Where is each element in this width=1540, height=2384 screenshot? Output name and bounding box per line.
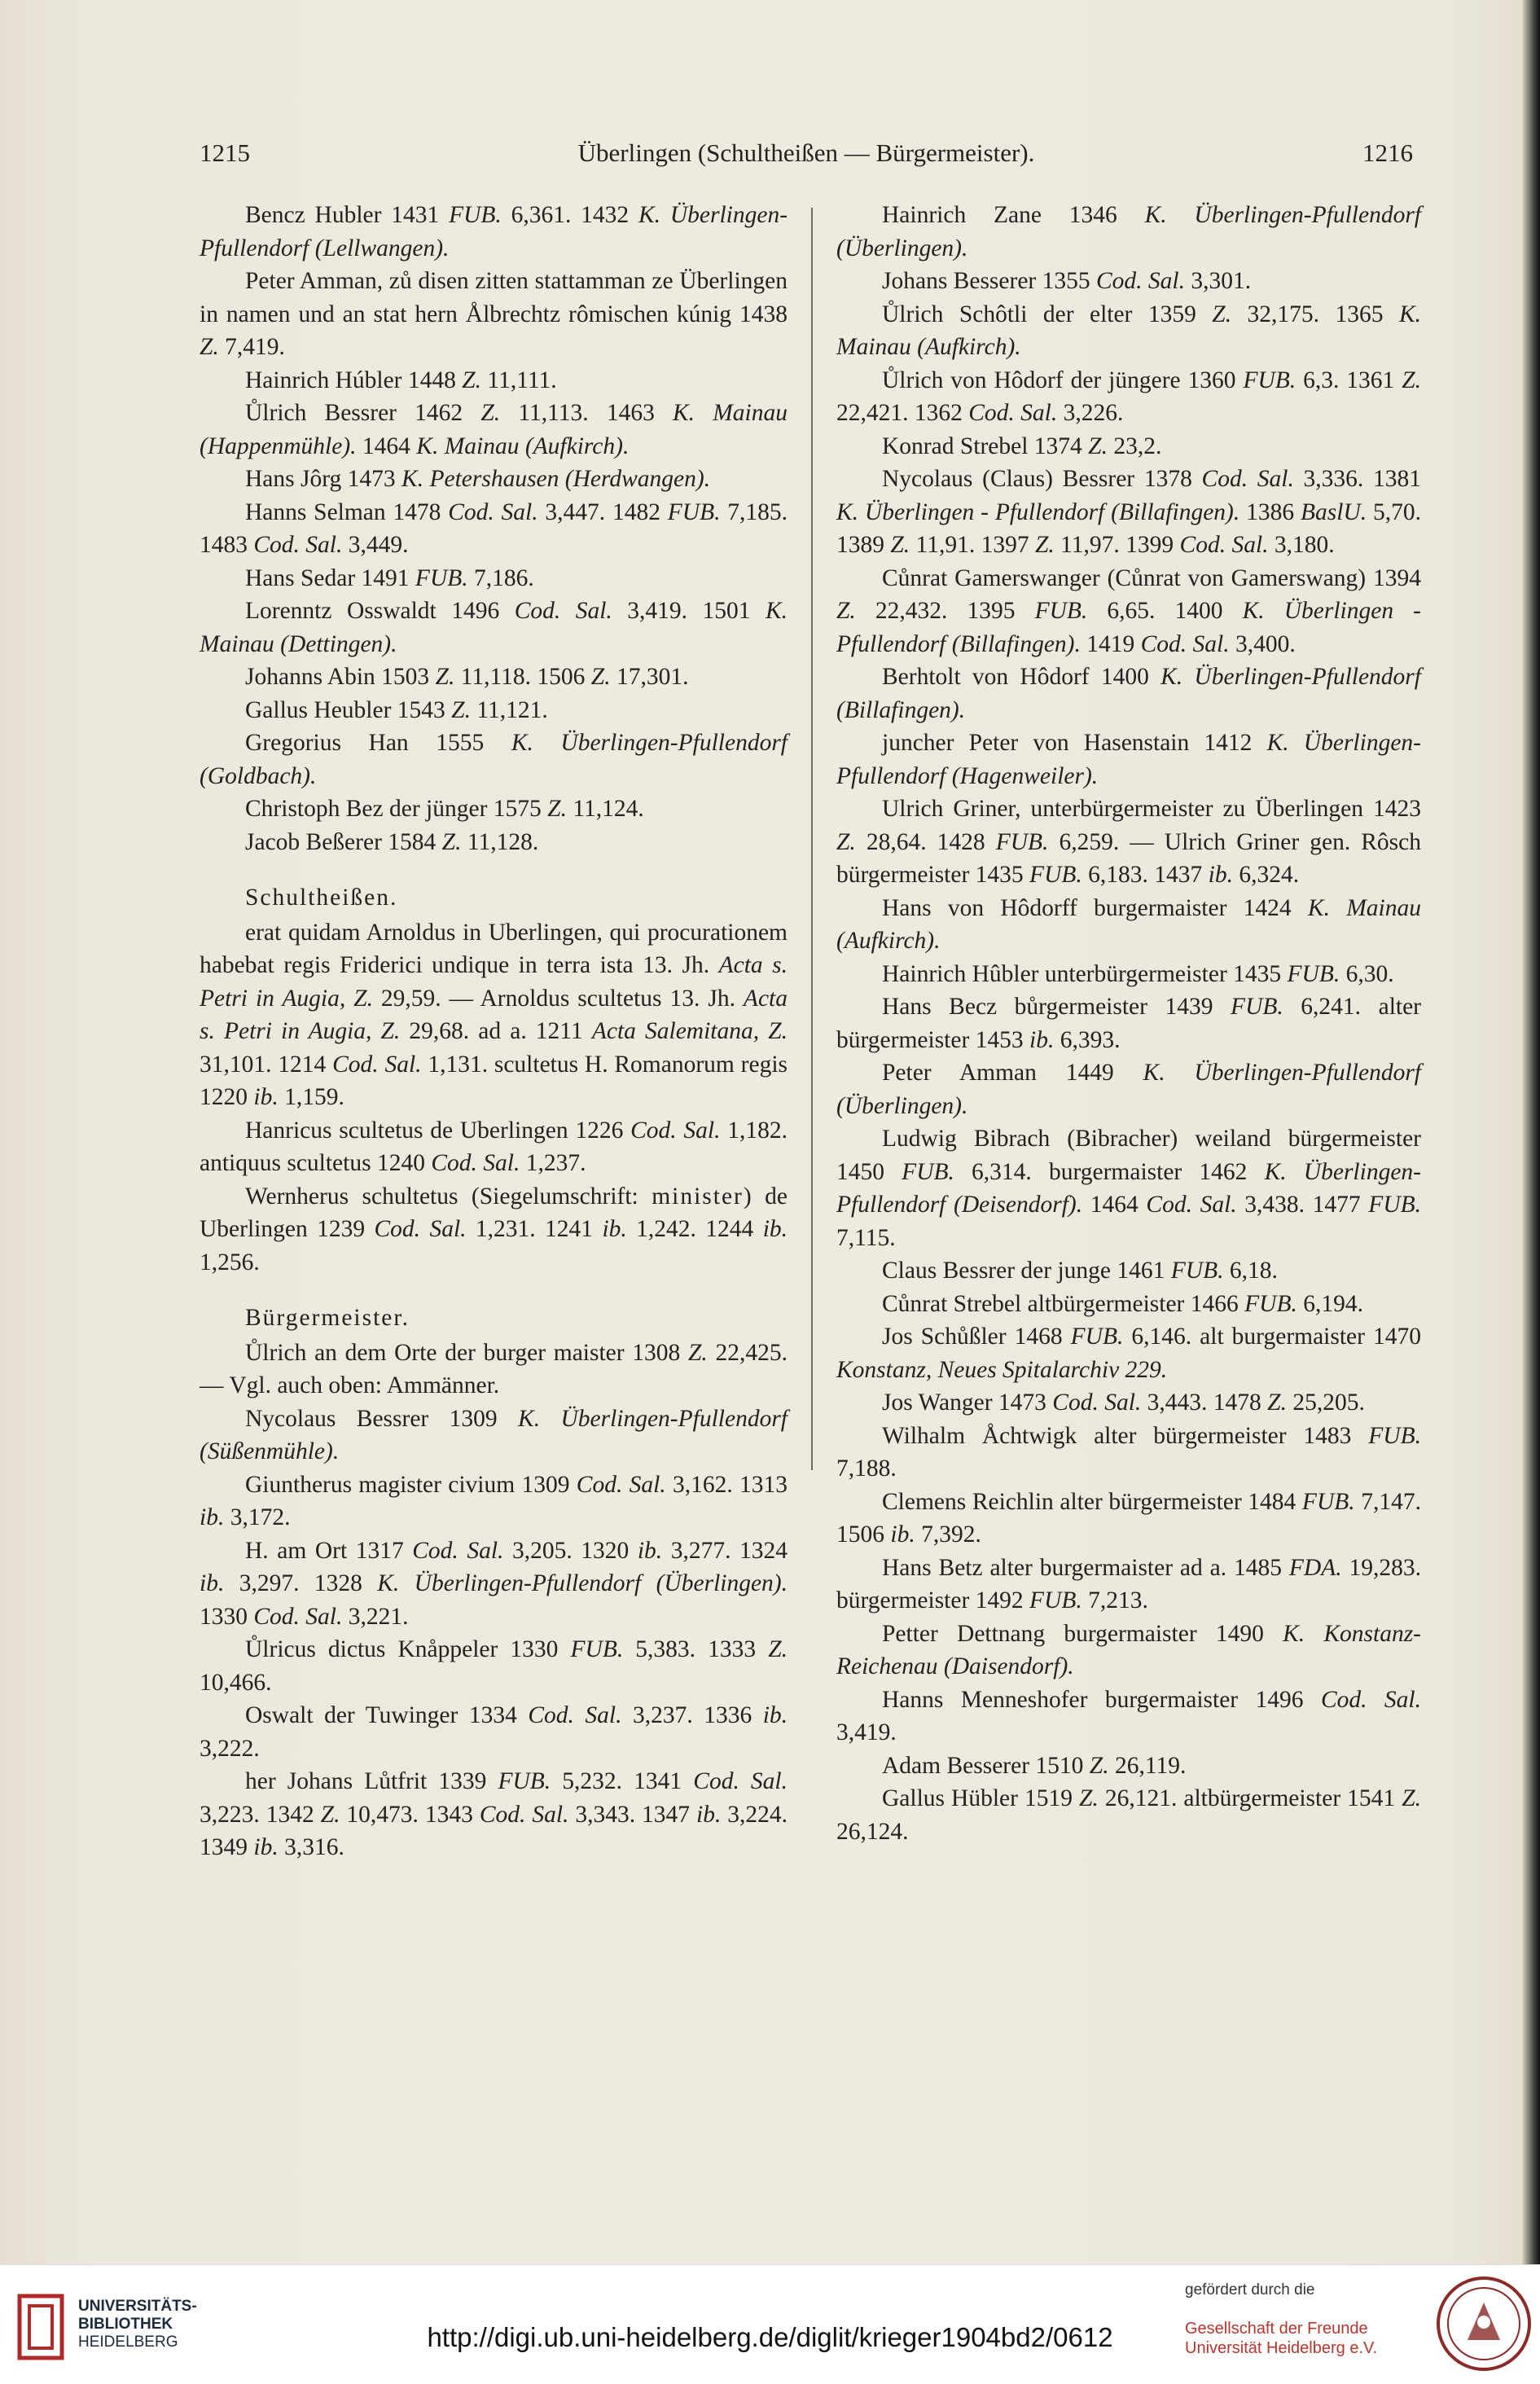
entry-paragraph: Ůlrich Schôtli der elter 1359 Z. 32,175. 1365 K. Mainau (Aufkirch). [836, 301, 1421, 360]
entry-paragraph: Wernherus schultetus (Siegelumschrift: minister) de Uberlingen 1239 Cod. Sal. 1,231. 1241 ib. 1,242. 1244 ib. 1,256. [200, 1183, 788, 1275]
page-edge-shadow [1522, 0, 1540, 2264]
entry-paragraph: Hanns Menneshofer burgermaister 1496 Cod. Sal. 3,419. [836, 1686, 1422, 1745]
entry-paragraph: Jacob Beßerer 1584 Z. 11,128. [245, 828, 539, 855]
entry-paragraph: Gallus Heubler 1543 Z. 11,121. [245, 696, 548, 723]
entry-paragraph: Cůnrat Strebel altbürgermeister 1466 FUB. 6,194. [882, 1290, 1363, 1317]
entry-paragraph: Ůlrich an dem Orte der burger maister 1308 Z. 22,425. — Vgl. auch oben: Ammänner. [200, 1339, 788, 1398]
entry-paragraph: Wilhalm Åchtwigk alter bürgermeister 1483 FUB. 7,188. [836, 1422, 1421, 1482]
entry-paragraph: erat quidam Arnoldus in Uberlingen, qui procurationem habebat regis Friderici undique in terra ista 13. Jh. Acta s. Petri in Augia, Z. 29,59. — Arnoldus scultetus 13. Jh. Acta s. Petri in Augia, Z. 29,68. ad a. 1211 Acta Salemitana, Z. 31,101. 1214 Cod. Sal. 1,131. scultetus H. Romanorum regis 1220 ib. 1,159. [200, 919, 788, 1110]
page-number-right: 1216 [1362, 138, 1413, 167]
digital-copy-url[interactable]: http://digi.ub.uni-heidelberg.de/diglit/krieger1904bd2/0612 [427, 2322, 1113, 2352]
entry-paragraph: Ůlrich von Hôdorf der jüngere 1360 FUB. 6,3. 1361 Z. 22,421. 1362 Cod. Sal. 3,226. [836, 367, 1421, 426]
entry-paragraph: Jos Wanger 1473 Cod. Sal. 3,443. 1478 Z. 25,205. [882, 1390, 1365, 1416]
entry-paragraph: Claus Bessrer der junge 1461 FUB. 6,18. [882, 1258, 1278, 1284]
running-header [200, 138, 1413, 179]
entry-paragraph: Nycolaus Bessrer 1309 K. Überlingen-Pfullendorf (Süßenmühle). [200, 1405, 788, 1464]
entry-paragraph: Gallus Hübler 1519 Z. 26,121. altbürgermeister 1541 Z. 26,124. [836, 1785, 1422, 1845]
entry-paragraph: Hans Jôrg 1473 K. Petershausen (Herdwangen). [245, 466, 711, 492]
column-divider [811, 208, 813, 1470]
entry-paragraph: Bencz Hubler 1431 FUB. 6,361. 1432 K. Überlingen-Pfullendorf (Lellwangen). [200, 202, 788, 261]
entry-paragraph: Hans Sedar 1491 FUB. 7,186. [245, 564, 534, 591]
footer-bar [0, 2264, 1540, 2384]
university-library-name: UNIVERSITÄTS- BIBLIOTHEK HEIDELBERG [78, 2298, 197, 2351]
entry-paragraph: Adam Besserer 1510 Z. 26,119. [882, 1752, 1187, 1779]
entry-paragraph: Jos Schůßler 1468 FUB. 6,146. alt burgermaister 1470 Konstanz, Neues Spitalarchiv 229. [836, 1324, 1421, 1383]
entry-paragraph: Johans Besserer 1355 Cod. Sal. 3,301. [882, 268, 1252, 294]
entry-paragraph: Cůnrat Gamerswanger (Cůnrat von Gamerswang) 1394 Z. 22,432. 1395 FUB. 6,65. 1400 K. Überlingen - Pfullendorf (Billafingen). 1419 Cod. Sal. 3,400. [836, 564, 1421, 657]
entry-paragraph: her Johans Lůtfrit 1339 FUB. 5,232. 1341 Cod. Sal. 3,223. 1342 Z. 10,473. 1343 Cod. Sal. 3,343. 1347 ib. 3,224. 1349 ib. 3,316. [200, 1768, 788, 1860]
entry-paragraph: Peter Amman 1449 K. Überlingen-Pfullendorf (Überlingen). [836, 1060, 1421, 1119]
entry-paragraph: Konrad Strebel 1374 Z. 23,2. [882, 432, 1162, 459]
entry-paragraph: Hanns Selman 1478 Cod. Sal. 3,447. 1482 FUB. 7,185. 1483 Cod. Sal. 3,449. [200, 498, 788, 558]
entry-paragraph: Clemens Reichlin alter bürgermeister 1484 FUB. 7,147. 1506 ib. 7,392. [836, 1488, 1421, 1548]
entry-paragraph: Ůlricus dictus Knåppeler 1330 FUB. 5,383. 1333 Z. 10,466. [200, 1636, 788, 1696]
entry-paragraph: Ůlrich Bessrer 1462 Z. 11,113. 1463 K. Mainau (Happenmühle). 1464 K. Mainau (Aufkirch). [200, 400, 788, 459]
society-name: Gesellschaft der Freunde Universität Heidelberg e.V. [1185, 2320, 1378, 2357]
entry-paragraph: Gregorius Han 1555 K. Überlingen-Pfullendorf (Goldbach). [200, 730, 788, 789]
entry-paragraph: Peter Amman, zů disen zitten stattamman ze Überlingen in namen und an stat hern Ålbrechtz rômischen kúnig 1438 Z. 7,419. [200, 268, 788, 360]
entry-paragraph: Hans von Hôdorff burgermaister 1424 K. Mainau (Aufkirch). [836, 894, 1421, 954]
university-seal-icon [1435, 2275, 1533, 2373]
entry-paragraph: Hainrich Hûbler unterbürgermeister 1435 FUB. 6,30. [882, 960, 1394, 987]
right-column [836, 199, 1421, 1848]
page-number-left: 1215 [200, 138, 250, 167]
entry-paragraph: Johanns Abin 1503 Z. 11,118. 1506 Z. 17,301. [245, 664, 689, 690]
entry-paragraph: juncher Peter von Hasenstain 1412 K. Überlingen-Pfullendorf (Hagenweiler). [836, 730, 1421, 789]
left-column [200, 199, 788, 1864]
entry-paragraph: Nycolaus (Claus) Bessrer 1378 Cod. Sal. 3,336. 1381 K. Überlingen - Pfullendorf (Billafingen). 1386 BaslU. 5,70. 1389 Z. 11,91. 1397 Z. 11,97. 1399 Cod. Sal. 3,180. [836, 466, 1422, 558]
entry-paragraph: Hans Becz bůrgermeister 1439 FUB. 6,241. alter bürgermeister 1453 ib. 6,393. [836, 994, 1422, 1053]
header-title: Überlingen (Schultheißen — Bürgermeister). [577, 138, 1035, 167]
entry-paragraph: Oswalt der Tuwinger 1334 Cod. Sal. 3,237. 1336 ib. 3,222. [200, 1702, 788, 1762]
entry-paragraph: Hans Betz alter burgermaister ad a. 1485 FDA. 19,283. bürgermeister 1492 FUB. 7,213. [836, 1554, 1421, 1613]
entry-paragraph: Petter Dettnang burgermaister 1490 K. Konstanz-Reichenau (Daisendorf). [836, 1620, 1421, 1679]
funded-by-label: gefördert durch die [1185, 2281, 1315, 2298]
section-heading: Schultheißen. [245, 885, 398, 911]
entry-paragraph: Hainrich Húbler 1448 Z. 11,111. [245, 367, 557, 393]
section-heading: Bürgermeister. [245, 1305, 410, 1331]
entry-paragraph: Ulrich Griner, unterbürgermeister zu Überlingen 1423 Z. 28,64. 1428 FUB. 6,259. — Ulrich Griner gen. Rôsch bürgermeister 1435 FUB. 6,183. 1437 ib. 6,324. [836, 796, 1421, 888]
entry-paragraph: Lorenntz Osswaldt 1496 Cod. Sal. 3,419. 1501 K. Mainau (Dettingen). [200, 598, 788, 657]
entry-paragraph: H. am Ort 1317 Cod. Sal. 3,205. 1320 ib. 3,277. 1324 ib. 3,297. 1328 K. Überlingen-Pfullendorf (Überlingen). 1330 Cod. Sal. 3,221. [200, 1537, 788, 1630]
entry-paragraph: Hanricus scultetus de Uberlingen 1226 Cod. Sal. 1,182. antiquus scultetus 1240 Cod. Sal. 1,237. [200, 1117, 788, 1176]
entry-paragraph: Giuntherus magister civium 1309 Cod. Sal. 3,162. 1313 ib. 3,172. [200, 1471, 788, 1530]
entry-paragraph: Christoph Bez der jünger 1575 Z. 11,124. [245, 796, 644, 822]
entry-paragraph: Ludwig Bibrach (Bibracher) weiland bürgermeister 1450 FUB. 6,314. burgermaister 1462 K. Überlingen-Pfullendorf (Deisendorf). 1464 Cod. Sal. 3,438. 1477 FUB. 7,115. [836, 1126, 1422, 1251]
entry-paragraph: Berhtolt von Hôdorf 1400 K. Überlingen-Pfullendorf (Billafingen). [836, 664, 1421, 723]
entry-paragraph: Hainrich Zane 1346 K. Überlingen-Pfullendorf (Überlingen). [836, 202, 1421, 261]
